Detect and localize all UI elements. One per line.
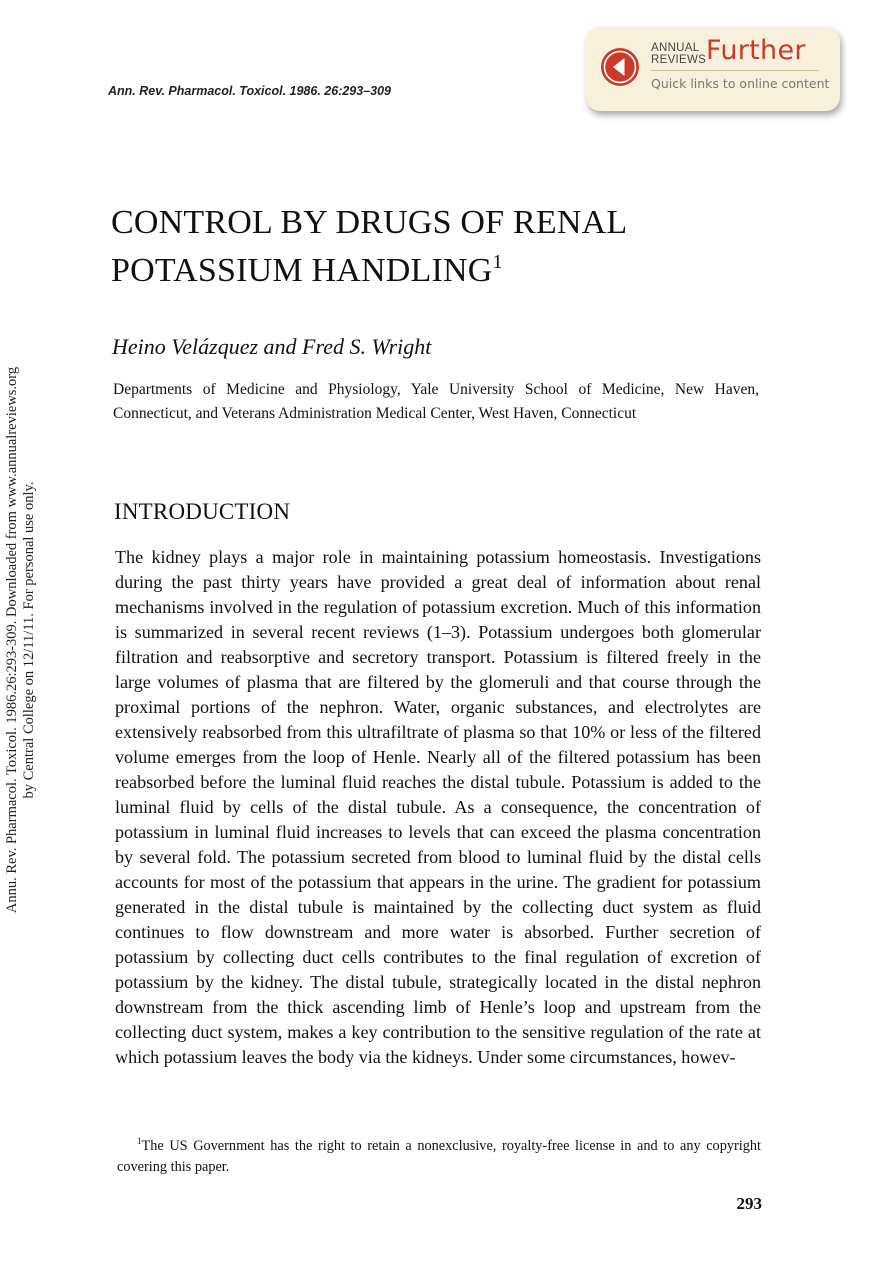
section-heading: INTRODUCTION — [114, 499, 291, 524]
article-title — [111, 199, 627, 295]
further-label: Further — [706, 35, 806, 66]
further-badge[interactable] — [586, 27, 840, 111]
title-footnote-mark: 1 — [492, 251, 503, 273]
footnote-mark: 1 — [137, 1136, 142, 1146]
watermark-line-1: Annu. Rev. Pharmacol. Toxicol. 1986.26:293-309. Downloaded from www.annualreviews.org — [4, 366, 20, 914]
back-arrow-circle-icon[interactable] — [600, 47, 640, 87]
introduction-paragraph: The kidney plays a major role in maintaining potassium homeostasis. Investigations during the past thirty years have provided a great deal of information about renal mechanisms involved in the regulation of potassium excretion. Much of this information is summarized in several recent reviews (1–3). Potassium undergoes both glomerular filtration and reabsorptive and secretory transport. Potassium is filtered freely in the large volumes of plasma that are filtered by the glomeruli and that course through the proximal portions of the nephron. Water, organic substances, and electrolytes are extensively reabsorbed from this ultrafiltrate of plasma so that 10% or less of the filtered volume emerges from the loop of Henle. Nearly all of the filtered potassium has been reabsorbed before the luminal fluid reaches the distal tubule. Potassium is added to the luminal fluid by cells of the distal tubule. As a consequence, the concentration of potassium in luminal fluid increases to levels that can exceed the plasma concentration by several fold. The potassium secreted from blood to luminal fluid by the distal cells accounts for most of the potassium that appears in the urine. The gradient for potassium generated in the distal tubule is maintained by the collecting duct system as fluid continues to flow downstream and more water is absorbed. Further secretion of potassium by collecting duct cells contributes to the final regulation of excretion of potassium by the kidney. The distal tubule, strategically located in the distal nephron downstream from the thick ascending limb of Henle’s loop and upstream from the collecting duct system, makes a key contribution to the sensitive regulation of the rate at which potassium leaves the body via the kidneys. Under some circumstances, howev- — [115, 547, 761, 1067]
reviews-label: REVIEWS — [651, 54, 707, 66]
affiliation: Departments of Medicine and Physiology, Yale University School of Medicine, New Haven, Connecticut, and Veterans Administration Medical Center, West Haven, Connecticut — [113, 381, 759, 422]
badge-divider — [651, 70, 819, 71]
download-watermark — [0, 320, 44, 960]
title-line-2: POTASSIUM HANDLING — [111, 252, 493, 289]
annual-reviews-wordmark — [651, 42, 706, 66]
footnote-text: The US Government has the right to retain a nonexclusive, royalty-free license in and to any copyright covering this paper. — [117, 1138, 761, 1175]
further-subtitle: Quick links to online content — [651, 76, 830, 91]
page-number: 293 — [736, 1194, 762, 1213]
annual-label: ANNUAL — [651, 42, 700, 54]
watermark-line-2: by Central College on 12/11/11. For personal use only. — [21, 481, 37, 799]
title-line-1: CONTROL BY DRUGS OF RENAL — [111, 204, 628, 241]
authors: Heino Velázquez and Fred S. Wright — [112, 334, 432, 359]
journal-citation: Ann. Rev. Pharmacol. Toxicol. 1986. 26:293–309 — [108, 84, 392, 98]
footnote — [117, 1136, 761, 1178]
